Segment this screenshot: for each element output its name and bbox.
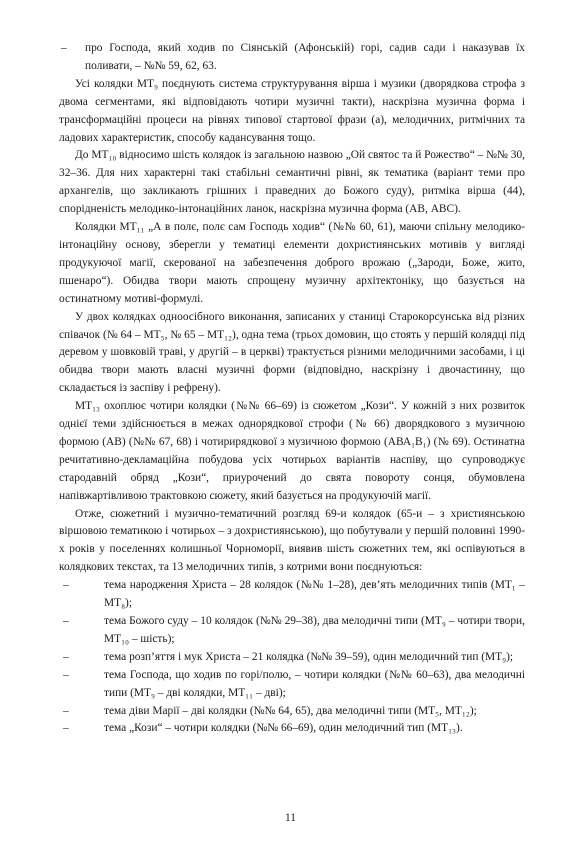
paragraph-1: Усі колядки МТ₉ поєднують система структурування вірша і музики (дворядкова строфа з двома сегментами, які відповідають чотири музичні такти), наскрізна музична форма і трансформаційні процеси на рівнях типової стартової фрази (а), мелодичних, ритмічних та ладових характеристик, способу кадансування тощо. — [59, 77, 525, 144]
list-dash: – — [63, 579, 69, 592]
list-item-text: тема „Кози“ – чотири колядки (№№ 66–69), один мелодичний тип (МТ₁₃). — [104, 722, 463, 735]
list-item-text: тема Господа, що ходив по горі/полю, – чотири колядки (№№ 60–63), два мелодичні типи (МТ₉ – дві колядки, МТ₁₁ – дві); — [104, 668, 525, 699]
list-dash: – — [63, 722, 69, 735]
list-item-text: тема народження Христа – 28 колядок (№№ 1–28), дев’ять мелодичних типів (МТ₁ – МТ₈); — [104, 579, 525, 610]
list-dash: – — [63, 615, 69, 627]
list-item-1 — [59, 577, 525, 613]
list-item-text: тема розп’яття і мук Христа – 21 колядка (№№ 39–59), один мелодичний тип (МТ₉); — [104, 650, 514, 663]
list-item-3 — [59, 649, 525, 667]
paragraph-4: У двох колядках одноосібного виконання, записаних у станиці Старокорсунська від різних співачок (№ 64 – МТ₅, № 65 – МТ₁₂), одна тема (трьох домовин, що стоять у першій колядці під деревом у шовковій траві, у другій – в церкві) трактується різними мелодичними засобами, і ці обидва твори мають власні музичні форми (відповідно, наскрізну і двочастинну, що складається із заспіву і рефрену). — [59, 310, 525, 395]
list-item-5 — [59, 703, 525, 721]
bullet-dash: – — [61, 42, 67, 54]
body-text — [59, 40, 525, 738]
list-item-6 — [59, 720, 525, 738]
list-item-text: тема діви Марії – дві колядки (№№ 64, 65), два мелодичні типи (МТ₅, МТ₁₂); — [104, 704, 477, 717]
list-item-2 — [59, 613, 525, 649]
paragraph-5: МТ₁₃ охоплює чотири колядки (№№ 66–69) із сюжетом „Кози“. У кожній з них розвиток однієї теми здійснюється в межах однорядкової строфи (№ 66) дворядкового з музичною формою (АВ) (№№ 67, 68) і чотирирядкової з музичною формою (АВА₁В₁) (№ 69). Остинатна речитативно-декламаційна побудова усіх чотирьох варіантів наспіву, що супроводжує стародавній обряд „Кози“, приурочений до свята повороту сонця, обумовлена напівжартівливою трактовкою сюжету, який базується на продукуючій магії. — [59, 400, 525, 502]
list-item-4 — [59, 667, 525, 703]
list-dash: – — [63, 650, 69, 663]
bullet-item-1 — [59, 40, 525, 76]
page-number: 11 — [285, 812, 296, 824]
list-item-text: тема Божого суду – 10 колядок (№№ 29–38), два мелодичні типи (МТ₉ – чотири твори, МТ₁₀ – шість); — [104, 615, 525, 645]
paragraph-2: До МТ₁₀ відносимо шість колядок із загальною назвою „Ой святос та й Рожество“ – №№ 30, 32–36. Для них характерні такі стабільні семантичні рівні, як тематика (варіант теми про архангелів, що закликають грішних і праведних до Божого суду), ритміка вірша (44), спорідненість мелодико-інтонаційних ланок, наскрізна музична форма (АВ, АВС). — [59, 149, 525, 216]
bullet-text: про Господа, який ходив по Сіянській (Афонській) горі, садив сади і наказував їх поливати, – №№ 59, 62, 63. — [85, 42, 525, 72]
list-dash: – — [63, 668, 69, 681]
paragraph-6: Отже, сюжетний і музично-тематичний розгляд 69-и колядок (65-и – з християнською віршовою тематикою і чотирьох – з дохристиянською), що побутували у першій половині 1990-х років у поселеннях колишньої Чорноморії, виявив шість сюжетних тем, які оспівуються в колядкових текстах, та 13 мелодичних типів, з котрими вони поєднуються: — [59, 507, 525, 574]
paragraph-3: Колядки МТ₁₁ „А в полє, полє сам Господь ходив“ (№№ 60, 61), маючи спільну мелодико-інтонаційну основу, зберегли у тематиці елементи дохристиянських мотивів у вигляді продукуючої магії, скерованої на забезпечення доброго врожаю („Зароди, Боже, жито, пшенаро“). Обидва твори мають спрощену музичну архітектоніку, що базується на остинатному мотиві-формулі. — [59, 221, 525, 305]
list-dash: – — [63, 704, 69, 717]
